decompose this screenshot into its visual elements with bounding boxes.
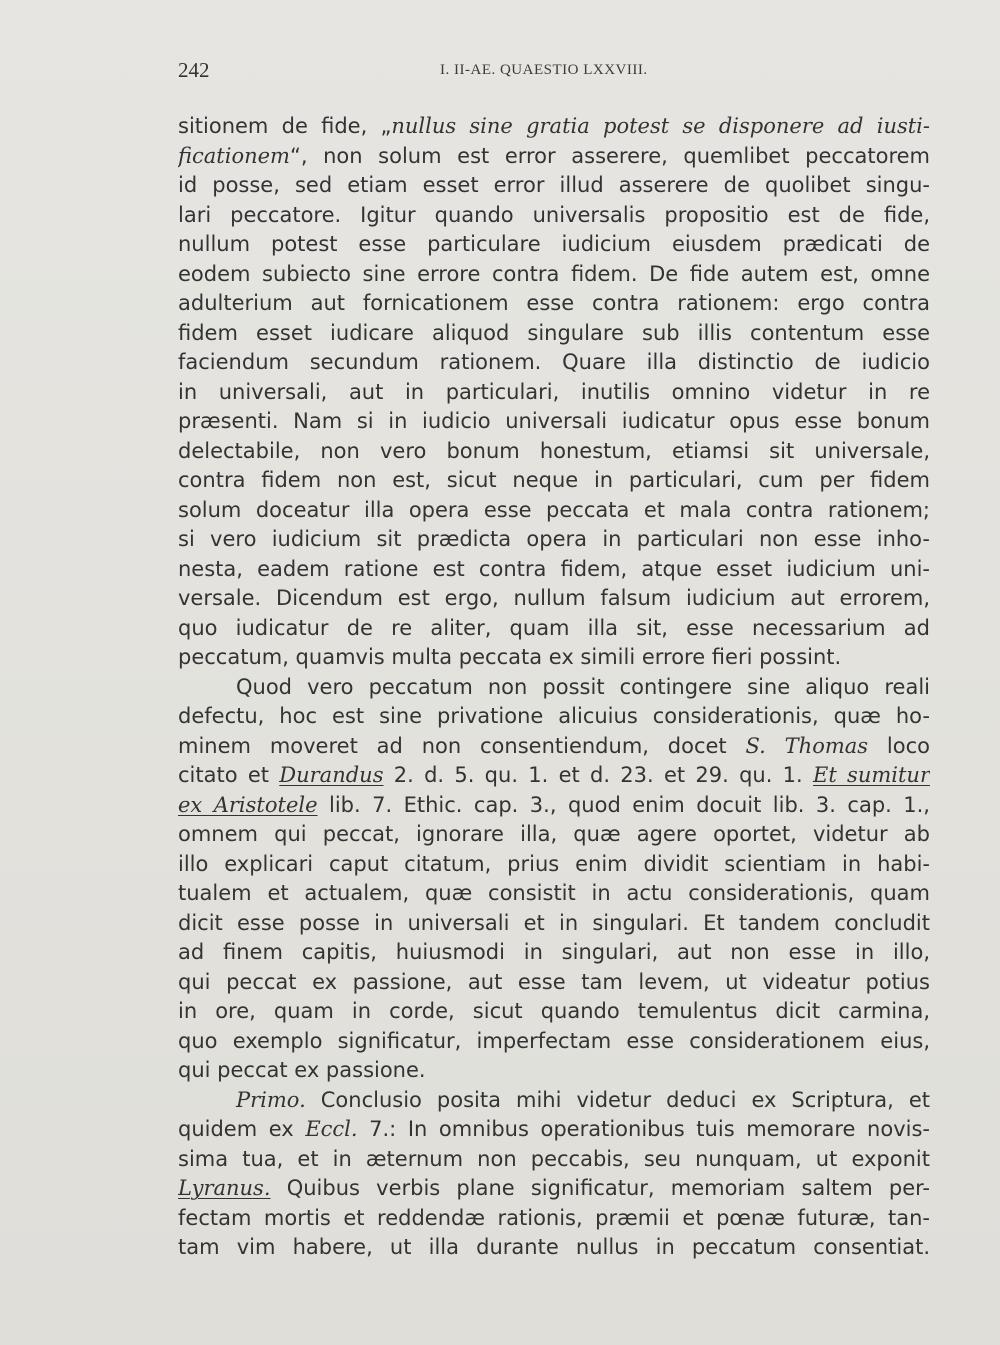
text-line [178,525,930,555]
text-line [178,1086,930,1116]
text-segment: nullum potest esse particulare iudicium eiusdem prædicati de [178,232,930,256]
text-segment: Quod vero peccatum non possit contingere sine aliquo reali [236,674,930,699]
text-line [178,850,930,880]
text-segment: lari peccatore. Igitur quando universalis propositio est de fide, [178,202,930,227]
text-line [178,1056,930,1086]
text-line [178,201,930,231]
text-line [178,289,930,319]
italic-text: S. Thomas [745,733,869,758]
text-line [178,171,930,201]
text-segment: dicit esse posse in universali et in singulari. Et tandem concludit [178,910,930,935]
text-line [178,555,930,585]
text-line [178,112,930,142]
italic-text: Et sumitur [813,763,930,787]
text-segment: præsenti. Nam si in iudicio universali iudicatur opus esse bonum [178,409,930,433]
text-segment: “, non solum est error asserere, quemlibet peccatorem [289,143,930,168]
text-segment: minem moveret ad non consentiendum, docet [178,733,746,758]
text-line [178,968,930,998]
text-line [178,820,930,850]
text-segment: quidem ex [178,1117,306,1141]
text-line [178,584,930,614]
text-segment: adulterium aut fornicationem esse contra rationem: ergo contra [178,291,930,315]
italic-text: nullus sine gratia potest se disponere ad iusti- [391,114,930,138]
text-segment: lib. 7. Ethic. cap. 3., quod enim docuit lib. 3. cap. 1., [317,792,930,817]
italic-text: Primo. [236,1087,306,1112]
text-line [178,260,930,290]
text-line [178,1174,930,1204]
text-segment: 2. d. 5. qu. 1. et d. 23. et 29. qu. 1. [383,763,813,787]
text-line [178,348,930,378]
text-line [178,732,930,762]
text-segment: contra fidem non est, sicut neque in particulari, cum per fidem [178,468,930,492]
text-line [178,230,930,260]
text-segment: tualem et actualem, quæ consistit in actu considerationis, quam [178,881,930,905]
text-line [178,407,930,437]
italic-text: ex Aristotele [178,792,318,817]
text-segment: 7.: In omnibus operationibus tuis memorare novis- [357,1117,930,1141]
page-number: 242 [178,58,210,82]
text-line [178,1145,930,1175]
text-segment: nesta, eadem ratione est contra fidem, atque esset iudicium uni- [178,556,930,581]
text-segment: delectabile, non vero bonum honestum, etiamsi sit universale, [178,438,930,463]
text-segment: omnem qui peccat, ignorare illa, quæ agere oportet, videtur ab [178,822,930,846]
text-line [178,1204,930,1234]
page-header [178,58,930,88]
text-segment: Conclusio posita mihi videtur deduci ex Scriptura, et [305,1087,930,1112]
italic-text: Lyranus. [178,1176,271,1200]
text-segment: sima tua, et in æternum non peccabis, seu nunquam, ut exponit [178,1146,930,1171]
text-line [178,702,930,732]
text-segment: tam vim habere, ut illa durante nullus in peccatum consentiat. [178,1235,930,1259]
text-segment: solum doceatur illa opera esse peccata et mala contra rationem; [178,497,930,522]
text-segment: illo explicari caput citatum, prius enim dividit scientiam in habi- [178,851,930,876]
body-text [178,112,930,1263]
text-segment: sitionem de fide, „ [178,114,392,138]
text-line [178,378,930,408]
text-segment: id posse, sed etiam esset error illud asserere de quolibet singu- [178,173,930,197]
italic-text: ficationem [178,143,290,168]
text-line [178,673,930,703]
text-segment: in universali, aut in particulari, inutilis omnino videtur in re [178,379,930,404]
text-line [178,791,930,821]
text-segment: Quibus verbis plane significatur, memoriam saltem per- [270,1176,930,1200]
running-head: I. II-AE. QUAESTIO LXXVIII. [440,62,648,78]
text-segment: quo exemplo significatur, imperfectam esse considerationem eius, [178,1028,930,1053]
text-segment: qui peccat ex passione, aut esse tam levem, ut videatur potius [178,969,930,994]
text-line [178,1233,930,1263]
text-segment: versale. Dicendum est ergo, nullum falsum iudicium aut errorem, [178,586,930,610]
text-segment: qui peccat ex passione. [178,1058,426,1082]
text-line [178,142,930,172]
text-line [178,466,930,496]
text-segment: defectu, hoc est sine privatione alicuius considerationis, quæ ho- [178,704,930,728]
text-line [178,909,930,939]
text-segment: loco [868,733,930,758]
text-line [178,437,930,467]
text-segment: fidem esset iudicare aliquod singulare sub illis contentum esse [178,320,930,345]
text-line [178,761,930,791]
text-line [178,879,930,909]
italic-text: Durandus [279,763,384,787]
text-segment: in ore, quam in corde, sicut quando temulentus dicit carmina, [178,999,930,1023]
text-segment: ad finem capitis, huiusmodi in singulari, aut non esse in illo, [178,940,930,964]
italic-text: Eccl. [305,1117,358,1141]
text-segment: fectam mortis et reddendæ rationis, præmii et pœnæ futuræ, tan- [178,1205,930,1230]
text-segment: eodem subiecto sine errore contra fidem. De fide autem est, omne [178,261,930,286]
text-line [178,938,930,968]
text-segment: si vero iudicium sit prædicta opera in particulari non esse inho- [178,527,930,551]
text-segment: citato et [178,763,280,787]
text-segment: quo iudicatur de re aliter, quam illa sit, esse necessarium ad [178,615,930,640]
text-line [178,1027,930,1057]
text-line [178,614,930,644]
text-line [178,1115,930,1145]
text-line [178,997,930,1027]
text-segment: peccatum, quamvis multa peccata ex simili errore fieri possint. [178,645,842,669]
text-line [178,643,930,673]
text-line [178,319,930,349]
text-segment: faciendum secundum rationem. Quare illa distinctio de iudicio [178,350,930,374]
text-line [178,496,930,526]
